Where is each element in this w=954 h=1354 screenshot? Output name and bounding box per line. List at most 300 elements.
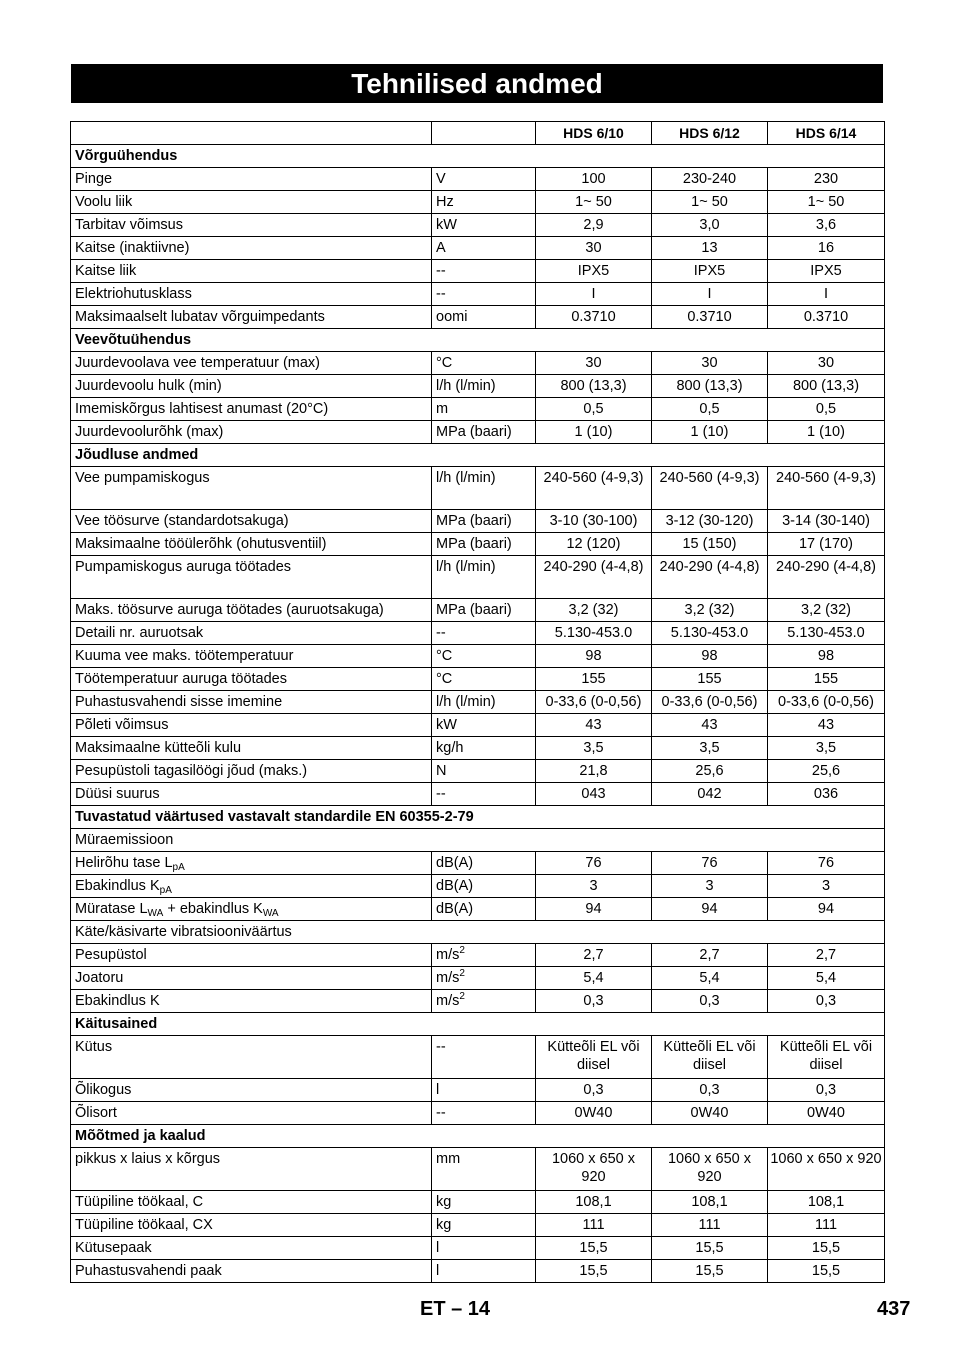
spec-value: 155: [536, 668, 652, 691]
spec-unit: [432, 1102, 536, 1125]
spec-value: 3,2 (32): [536, 599, 652, 622]
spec-value: 0,5: [536, 398, 652, 421]
specs-table-body: [71, 122, 885, 1283]
table-row: [71, 1214, 885, 1237]
spec-label: [71, 1214, 432, 1237]
spec-unit-text: m: [436, 401, 449, 417]
specs-table: [70, 121, 885, 1283]
spec-value: 1060 x 650 x 920: [768, 1148, 885, 1191]
spec-label-text: Maksimaalselt lubatav võrguimpedants: [75, 309, 325, 325]
spec-unit: [432, 510, 536, 533]
spec-label-text: Kaitse (inaktiivne): [75, 240, 190, 256]
spec-value: 108,1: [652, 1191, 768, 1214]
spec-unit: [432, 967, 536, 990]
spec-label: [71, 375, 432, 398]
spec-unit-text: --: [436, 1105, 446, 1121]
spec-label-subscript: WA: [147, 908, 164, 919]
spec-label-text: Tüüpiline töökaal, CX: [75, 1217, 213, 1233]
footer-page-number: 437: [877, 1298, 911, 1320]
spec-value: 13: [652, 237, 768, 260]
spec-unit-text: mm: [436, 1151, 461, 1167]
spec-unit-text: dB(A): [436, 878, 474, 894]
spec-value: 2,7: [652, 944, 768, 967]
spec-unit: [432, 375, 536, 398]
spec-label: [71, 599, 432, 622]
spec-label: [71, 191, 432, 214]
spec-unit: [432, 714, 536, 737]
spec-value: I: [768, 283, 885, 306]
spec-label: [71, 283, 432, 306]
spec-value: 240-290 (4-4,8): [536, 556, 652, 599]
spec-unit: [432, 898, 536, 921]
spec-label-subscript: WA: [262, 908, 279, 919]
table-row: [71, 1260, 885, 1283]
spec-value: 230-240: [652, 168, 768, 191]
table-row: [71, 467, 885, 510]
spec-value: 3,2 (32): [652, 599, 768, 622]
spec-value: 76: [536, 852, 652, 875]
spec-unit-text: --: [436, 263, 446, 279]
spec-unit-superscript: 2: [459, 968, 465, 979]
spec-label: [71, 852, 432, 875]
subheading-row: [71, 829, 885, 852]
spec-value: 15,5: [768, 1260, 885, 1283]
spec-label-text: Pumpamiskogus auruga töötades: [75, 559, 292, 575]
header-empty-cell: [432, 122, 536, 145]
spec-value: 0W40: [652, 1102, 768, 1125]
spec-value: 21,8: [536, 760, 652, 783]
spec-unit: [432, 352, 536, 375]
spec-label: [71, 875, 432, 898]
spec-unit-text: m/s: [436, 993, 460, 1009]
spec-label: [71, 714, 432, 737]
spec-unit: [432, 214, 536, 237]
spec-value: 43: [652, 714, 768, 737]
spec-unit: [432, 421, 536, 444]
spec-unit-text: °C: [436, 355, 453, 371]
spec-label-text: Pinge: [75, 171, 113, 187]
table-row: [71, 1079, 885, 1102]
spec-label: [71, 510, 432, 533]
spec-unit: [432, 306, 536, 329]
spec-value: 1~ 50: [536, 191, 652, 214]
table-row: [71, 645, 885, 668]
spec-value: 5.130-453.0: [768, 622, 885, 645]
spec-unit-text: l/h (l/min): [436, 378, 496, 394]
spec-value: 0-33,6 (0-0,56): [768, 691, 885, 714]
spec-label: [71, 1102, 432, 1125]
spec-value: 111: [652, 1214, 768, 1237]
spec-unit-text: l/h (l/min): [436, 470, 496, 486]
spec-value: 1~ 50: [768, 191, 885, 214]
spec-value: 16: [768, 237, 885, 260]
spec-label-text: Kütusepaak: [75, 1240, 152, 1256]
spec-value: 036: [768, 783, 885, 806]
spec-value: 042: [652, 783, 768, 806]
spec-unit-text: °C: [436, 671, 453, 687]
spec-label-text: Tarbitav võimsus: [75, 217, 183, 233]
table-row: [71, 1148, 885, 1191]
spec-value: 0-33,6 (0-0,56): [536, 691, 652, 714]
spec-value: 98: [652, 645, 768, 668]
spec-value: 94: [536, 898, 652, 921]
spec-label: [71, 398, 432, 421]
spec-unit-text: l: [436, 1082, 440, 1098]
table-row: [71, 622, 885, 645]
spec-value: 1 (10): [536, 421, 652, 444]
spec-label: [71, 737, 432, 760]
spec-value: 800 (13,3): [536, 375, 652, 398]
spec-label-text: Voolu liik: [75, 194, 133, 210]
spec-value: 0W40: [536, 1102, 652, 1125]
table-row: [71, 760, 885, 783]
table-row: [71, 691, 885, 714]
spec-value: 5,4: [652, 967, 768, 990]
spec-label-text: Imemiskõrgus lahtisest anumast (20°C): [75, 401, 329, 417]
table-row: [71, 783, 885, 806]
spec-label-text: Õlikogus: [75, 1082, 132, 1098]
spec-label: [71, 214, 432, 237]
spec-unit-text: kg/h: [436, 740, 464, 756]
spec-value: 3: [768, 875, 885, 898]
spec-label-text: Töötemperatuur auruga töötades: [75, 671, 287, 687]
spec-value: 0,3: [536, 1079, 652, 1102]
table-row: [71, 191, 885, 214]
table-row: [71, 306, 885, 329]
spec-unit: [432, 1214, 536, 1237]
spec-unit: [432, 398, 536, 421]
table-header-row: [71, 122, 885, 145]
spec-unit: [432, 1191, 536, 1214]
spec-label-text: Elektriohutusklass: [75, 286, 192, 302]
spec-label-text: Maksimaalne tööülerõhk (ohutusventiil): [75, 536, 327, 552]
spec-value: 15,5: [652, 1237, 768, 1260]
spec-label: [71, 990, 432, 1013]
subheading-row: [71, 921, 885, 944]
spec-label: [71, 237, 432, 260]
spec-label-text: Õlisort: [75, 1105, 117, 1121]
spec-unit: [432, 990, 536, 1013]
spec-value: 3-12 (30-120): [652, 510, 768, 533]
spec-value: Kütteõli EL või diisel: [536, 1036, 652, 1079]
spec-value: 0.3710: [768, 306, 885, 329]
spec-unit: [432, 852, 536, 875]
spec-unit: [432, 783, 536, 806]
spec-value: 15,5: [536, 1260, 652, 1283]
spec-value: 111: [536, 1214, 652, 1237]
table-row: [71, 852, 885, 875]
spec-unit-text: MPa (baari): [436, 602, 512, 618]
spec-value: 5.130-453.0: [652, 622, 768, 645]
spec-label: [71, 668, 432, 691]
spec-label: [71, 1036, 432, 1079]
spec-label-text: Düüsi suurus: [75, 786, 160, 802]
spec-unit-text: Hz: [436, 194, 454, 210]
spec-label-subscript: pA: [159, 885, 172, 896]
spec-label-text: Kaitse liik: [75, 263, 137, 279]
section-heading: Jõudluse andmed: [71, 444, 885, 467]
table-row: [71, 352, 885, 375]
spec-label-text: pikkus x laius x kõrgus: [75, 1151, 221, 1167]
spec-label: [71, 352, 432, 375]
spec-label: [71, 260, 432, 283]
spec-value: 0,3: [652, 1079, 768, 1102]
spec-value: 3,0: [652, 214, 768, 237]
spec-label: [71, 1148, 432, 1191]
spec-label-text: Joatoru: [75, 970, 124, 986]
spec-unit-text: A: [436, 240, 446, 256]
table-row: [71, 556, 885, 599]
table-row: [71, 737, 885, 760]
spec-unit-text: l/h (l/min): [436, 694, 496, 710]
model-header: HDS 6/12: [652, 122, 768, 145]
spec-unit: [432, 1079, 536, 1102]
spec-value: 1 (10): [652, 421, 768, 444]
spec-label: [71, 783, 432, 806]
table-row: [71, 668, 885, 691]
spec-label: [71, 1237, 432, 1260]
spec-value: 5.130-453.0: [536, 622, 652, 645]
spec-label-text: + ebakindlus K: [163, 901, 263, 917]
spec-label-text: Põleti võimsus: [75, 717, 169, 733]
spec-unit-text: MPa (baari): [436, 536, 512, 552]
spec-unit-text: dB(A): [436, 901, 474, 917]
spec-unit-superscript: 2: [459, 945, 465, 956]
spec-value: 3: [536, 875, 652, 898]
table-row: [71, 944, 885, 967]
spec-value: 30: [536, 352, 652, 375]
spec-value: IPX5: [652, 260, 768, 283]
spec-value: 0,3: [768, 1079, 885, 1102]
section-heading: Tuvastatud väärtused vastavalt standardile EN 60355-2-79: [71, 806, 885, 829]
table-row: [71, 260, 885, 283]
table-row: [71, 990, 885, 1013]
section-heading: Mõõtmed ja kaalud: [71, 1125, 885, 1148]
spec-label-text: Juurdevoolava vee temperatuur (max): [75, 355, 321, 371]
table-row: [71, 967, 885, 990]
spec-value: 3: [652, 875, 768, 898]
spec-label-text: Juurdevoolu hulk (min): [75, 378, 222, 394]
spec-unit: [432, 691, 536, 714]
spec-value: 3,5: [536, 737, 652, 760]
table-row: [71, 1102, 885, 1125]
table-row: [71, 898, 885, 921]
spec-unit: [432, 533, 536, 556]
model-header: HDS 6/10: [536, 122, 652, 145]
table-row: [71, 375, 885, 398]
spec-label-text: Müratase L: [75, 901, 148, 917]
spec-label-text: Pesupüstol: [75, 947, 147, 963]
spec-value: 230: [768, 168, 885, 191]
spec-value: 111: [768, 1214, 885, 1237]
spec-value: 12 (120): [536, 533, 652, 556]
spec-value: 240-290 (4-4,8): [652, 556, 768, 599]
table-row: [71, 599, 885, 622]
spec-label: [71, 760, 432, 783]
spec-value: 100: [536, 168, 652, 191]
spec-value: 3,5: [652, 737, 768, 760]
spec-value: 15,5: [652, 1260, 768, 1283]
spec-unit: [432, 668, 536, 691]
spec-value: I: [536, 283, 652, 306]
spec-unit-text: l/h (l/min): [436, 559, 496, 575]
spec-unit: [432, 237, 536, 260]
spec-unit-text: N: [436, 763, 447, 779]
spec-value: 0W40: [768, 1102, 885, 1125]
spec-value: 30: [768, 352, 885, 375]
spec-value: 800 (13,3): [652, 375, 768, 398]
spec-label: [71, 967, 432, 990]
spec-label: [71, 1260, 432, 1283]
spec-label: [71, 421, 432, 444]
spec-unit: [432, 622, 536, 645]
table-row: [71, 237, 885, 260]
spec-value: Kütteõli EL või diisel: [768, 1036, 885, 1079]
spec-value: I: [652, 283, 768, 306]
spec-unit-text: oomi: [436, 309, 468, 325]
spec-value: Kütteõli EL või diisel: [652, 1036, 768, 1079]
spec-unit-text: MPa (baari): [436, 513, 512, 529]
spec-unit-text: kW: [436, 717, 457, 733]
spec-value: 1~ 50: [652, 191, 768, 214]
spec-label-text: Vee töösurve (standardotsakuga): [75, 513, 289, 529]
section-heading: Võrguühendus: [71, 145, 885, 168]
spec-value: 0.3710: [536, 306, 652, 329]
spec-unit-text: --: [436, 625, 446, 641]
spec-label: [71, 944, 432, 967]
spec-unit: [432, 1148, 536, 1191]
section-row: [71, 145, 885, 168]
spec-unit: [432, 168, 536, 191]
spec-unit-text: l: [436, 1240, 440, 1256]
spec-label: [71, 168, 432, 191]
spec-unit-text: dB(A): [436, 855, 474, 871]
spec-value: 3,2 (32): [768, 599, 885, 622]
spec-unit-text: l: [436, 1263, 440, 1279]
spec-label-text: Juurdevoolurõhk (max): [75, 424, 224, 440]
spec-label: [71, 467, 432, 510]
spec-value: 2,7: [536, 944, 652, 967]
spec-unit: [432, 556, 536, 599]
spec-unit-text: m/s: [436, 970, 460, 986]
spec-unit-text: V: [436, 171, 446, 187]
spec-unit-text: kW: [436, 217, 457, 233]
spec-label-subscript: pA: [172, 862, 185, 873]
footer-language-page: ET – 14: [420, 1298, 491, 1320]
table-row: [71, 533, 885, 556]
spec-value: 43: [768, 714, 885, 737]
spec-value: 76: [652, 852, 768, 875]
table-row: [71, 214, 885, 237]
spec-value: 0,5: [768, 398, 885, 421]
header-empty-cell: [71, 122, 432, 145]
spec-value: 76: [768, 852, 885, 875]
section-row: [71, 329, 885, 352]
table-row: [71, 168, 885, 191]
spec-label-text: Kuuma vee maks. töötemperatuur: [75, 648, 294, 664]
spec-unit: [432, 467, 536, 510]
table-row: [71, 1191, 885, 1214]
spec-unit-text: --: [436, 1039, 446, 1055]
spec-label-text: Puhastusvahendi sisse imemine: [75, 694, 283, 710]
spec-value: 0,3: [768, 990, 885, 1013]
spec-unit-text: MPa (baari): [436, 424, 512, 440]
spec-value: 240-560 (4-9,3): [652, 467, 768, 510]
spec-unit: [432, 875, 536, 898]
spec-label-text: Ebakindlus K: [75, 878, 160, 894]
spec-label-text: Maks. töösurve auruga töötades (auruotsakuga): [75, 602, 384, 618]
spec-unit-text: m/s: [436, 947, 460, 963]
table-row: [71, 875, 885, 898]
table-row: [71, 1036, 885, 1079]
spec-value: 043: [536, 783, 652, 806]
spec-value: 0,5: [652, 398, 768, 421]
spec-value: 108,1: [536, 1191, 652, 1214]
spec-value: 240-560 (4-9,3): [768, 467, 885, 510]
spec-label-text: Pesupüstoli tagasilöögi jõud (maks.): [75, 763, 308, 779]
section-row: [71, 444, 885, 467]
spec-label-text: Ebakindlus K: [75, 993, 160, 1009]
model-header: HDS 6/14: [768, 122, 885, 145]
spec-value: 2,9: [536, 214, 652, 237]
spec-unit-text: --: [436, 786, 446, 802]
spec-label-text: Maksimaalne kütteõli kulu: [75, 740, 242, 756]
spec-label: [71, 691, 432, 714]
section-heading: Veevõtuühendus: [71, 329, 885, 352]
spec-unit-text: --: [436, 286, 446, 302]
spec-label: [71, 306, 432, 329]
spec-value: 1060 x 650 x 920: [536, 1148, 652, 1191]
spec-label-text: Helirõhu tase L: [75, 855, 173, 871]
spec-label: [71, 556, 432, 599]
spec-unit-text: kg: [436, 1217, 452, 1233]
table-row: [71, 1237, 885, 1260]
spec-value: 155: [768, 668, 885, 691]
spec-value: 800 (13,3): [768, 375, 885, 398]
spec-value: 25,6: [768, 760, 885, 783]
spec-value: 30: [652, 352, 768, 375]
spec-value: 30: [536, 237, 652, 260]
section-row: [71, 806, 885, 829]
spec-value: IPX5: [768, 260, 885, 283]
section-row: [71, 1013, 885, 1036]
table-row: [71, 398, 885, 421]
spec-value: 3,5: [768, 737, 885, 760]
spec-value: 155: [652, 668, 768, 691]
spec-unit-superscript: 2: [459, 991, 465, 1002]
spec-unit-text: kg: [436, 1194, 452, 1210]
spec-value: 108,1: [768, 1191, 885, 1214]
spec-value: IPX5: [536, 260, 652, 283]
spec-value: 2,7: [768, 944, 885, 967]
table-row: [71, 510, 885, 533]
spec-value: 0.3710: [652, 306, 768, 329]
spec-value: 1060 x 650 x 920: [652, 1148, 768, 1191]
spec-value: 0,3: [652, 990, 768, 1013]
spec-value: 3-14 (30-140): [768, 510, 885, 533]
spec-label-text: Detaili nr. auruotsak: [75, 625, 204, 641]
spec-value: 43: [536, 714, 652, 737]
spec-label-text: Vee pumpamiskogus: [75, 470, 210, 486]
spec-value: 0-33,6 (0-0,56): [652, 691, 768, 714]
spec-value: 5,4: [536, 967, 652, 990]
subheading-label: Käte/käsivarte vibratsiooniväärtus: [71, 921, 885, 944]
spec-value: 0,3: [536, 990, 652, 1013]
spec-value: 5,4: [768, 967, 885, 990]
spec-label-text: Puhastusvahendi paak: [75, 1263, 222, 1279]
spec-value: 1 (10): [768, 421, 885, 444]
spec-unit: [432, 737, 536, 760]
